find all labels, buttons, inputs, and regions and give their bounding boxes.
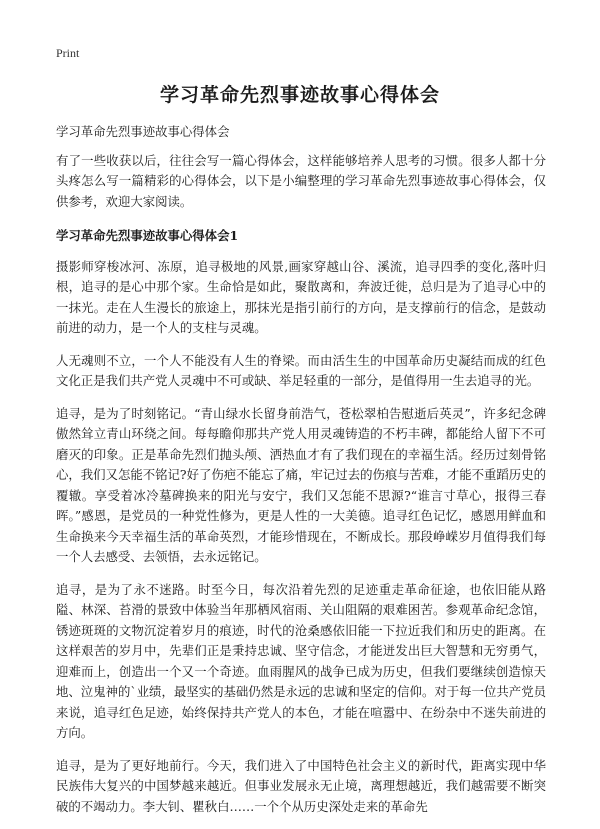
body-paragraph: 摄影师穿梭冰河、冻原，追寻极地的风景,画家穿越山谷、溪流，追寻四季的变化,落叶归根，追寻的是心中那个家。生命恰是如此，聚散离和，奔波迁徙，总归是为了追寻心中的一抹光。走在人生漫长的旅途上，那抹光是指引前行的方向，是支撑前行的信念，是鼓动前进的动力，是一个人的支柱与灵魂。 — [56, 258, 546, 335]
body-paragraph: 追寻，是为了时刻铭记。“青山绿水长留身前浩气，苍松翠柏告慰逝后英灵”，许多纪念碑傲然耸立青山环绕之间。每每瞻仰那共产党人用灵魂铸造的不朽丰碑，都能给人留下不可磨灭的印象。正是革命先烈们抛头颅、洒热血才有了我们现在的幸福生活。经历过刻骨铭心，我们又怎能不铭记?好了伤疤不能忘了痛，牢记过去的伤痕与苦难，才能不重蹈历史的覆辙。享受着冰冷墓碑换来的阳光与安宁，我们又怎能不思源?“谁言寸草心，报得三春晖。”感恩，是党员的一种党性修为，更是人性的一大美德。追寻红色记忆，感恩用鲜血和生命换来今天幸福生活的革命英烈，才能珍惜现在，不断成长。那段峥嵘岁月值得我们每一个人去感受、去领悟，去永远铭记。 — [56, 405, 546, 564]
body-paragraph: 人无魂则不立，一个人不能没有人生的脊梁。而由活生生的中国革命历史凝结而成的红色文化正是我们共产党人灵魂中不可或缺、举足轻重的一部分，是值得用一生去追寻的光。 — [56, 352, 546, 388]
document-body — [56, 122, 546, 829]
intro-paragraph: 有了一些收获以后，往往会写一篇心得体会，这样能够培养人思考的习惯。很多人都十分头疼怎么写一篇精彩的心得体会，以下是小编整理的学习革命先烈事迹故事心得体会，仅供参考，欢迎大家阅读。 — [56, 152, 546, 209]
document-title: 学习革命先烈事迹故事心得体会 — [159, 84, 440, 106]
section-heading: 学习革命先烈事迹故事心得体会1 — [56, 228, 239, 243]
print-label[interactable]: Print — [56, 46, 80, 60]
body-paragraph: 追寻，是为了更好地前行。今天，我们进入了中国特色社会主义的新时代，距离实现中华民族伟大复兴的中国梦越来越近。但事业发展永无止境，离理想越近，我们越需要不断突破的不竭动力。李大钊、瞿秋白……一个个从历史深处走来的革命先 — [56, 757, 546, 814]
document-subtitle: 学习革命先烈事迹故事心得体会 — [56, 124, 230, 139]
body-paragraph: 追寻，是为了永不迷路。时至今日，每次沿着先烈的足迹重走革命征途，也依旧能从路隘、林深、苔滑的景致中体验当年那栖风宿雨、关山阻隔的艰难困苦。参观革命纪念馆，锈迹斑斑的文物沉淀着岁月的痕迹，时代的沧桑感依旧能一下拉近我们和历史的距离。在这样艰苦的岁月中，先辈们正是秉持忠诚、坚守信念，才能迸发出巨大智慧和无穷勇气，迎难而上，创造出一个又一个奇迹。血雨腥风的战争已成为历史，但我们要继续创造惊天地、泣鬼神的`业绩，最坚实的基础仍然是永远的忠诚和坚定的信仰。对于每一位共产党员来说，追寻红色足迹，始终保持共产党人的本色，才能在喧嚣中、在纷杂中不迷失前进的方向。 — [56, 581, 546, 740]
